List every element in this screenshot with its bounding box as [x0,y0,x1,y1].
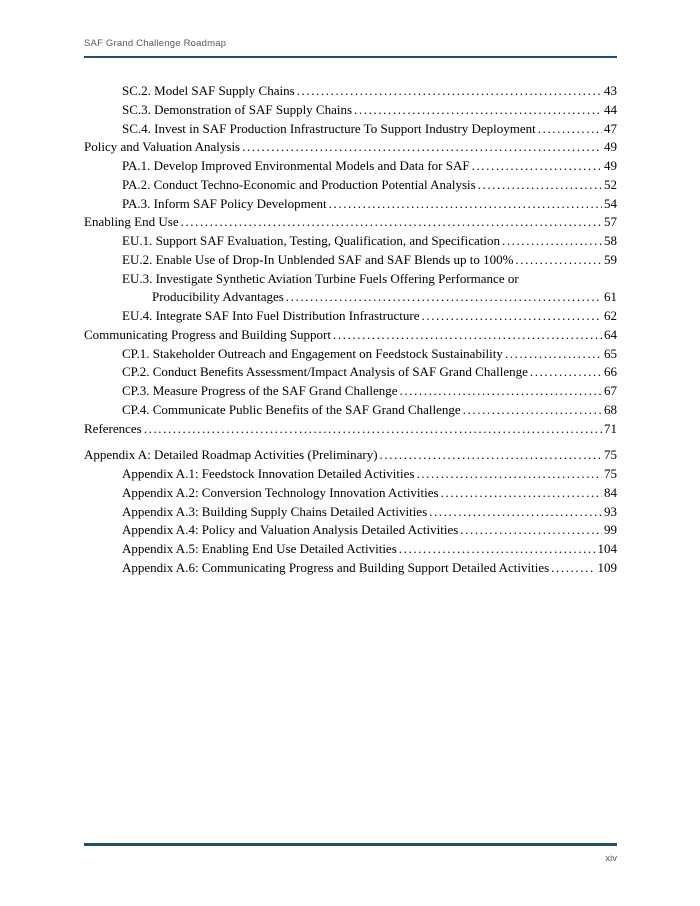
toc-leader-dots [380,446,602,465]
toc-leader-dots [530,363,602,382]
running-header-title: SAF Grand Challenge Roadmap [84,38,227,49]
toc-entry-label: Appendix A.3: Building Supply Chains Detailed Activities [122,503,428,519]
toc-entry [84,232,617,251]
toc-entry-page: 99 [604,522,617,538]
toc-leader-dots [505,345,602,364]
toc-entry [84,101,617,120]
footer-rule [84,843,617,846]
toc-entry-page: 62 [604,308,617,323]
toc-entry-label: Policy and Valuation Analysis [84,139,241,155]
toc-entry-label: Appendix A.4: Policy and Valuation Analysis Detailed Activities [122,522,459,538]
toc-entry-page: 75 [604,447,617,463]
toc-entry-label: SC.2. Model SAF Supply Chains [122,83,295,98]
toc-entry-label: References [84,420,142,436]
toc-leader-dots [416,465,602,484]
toc-entry [84,157,617,176]
page-number: xiv [605,853,617,864]
toc-entry-label: Appendix A.6: Communicating Progress and Building Support Detailed Activities [122,559,550,575]
toc-entry [84,270,617,289]
toc-entry-label: PA.2. Conduct Techno-Economic and Production Potential Analysis [122,176,476,192]
toc-entry-label: Appendix A.5: Enabling End Use Detailed Activities [122,541,397,556]
toc-entry-label: PA.3. Inform SAF Policy Development [122,195,327,211]
toc-entry [84,465,617,484]
toc-leader-dots [333,326,602,345]
toc-entry [84,251,617,270]
toc-leader-dots [329,195,602,214]
page-header [84,38,617,58]
toc-entry-page: 104 [597,541,617,556]
toc-entry-page: 68 [604,401,617,417]
toc-entry-page: 67 [604,383,617,398]
toc-entry-label: Enabling End Use [84,214,179,230]
toc-entry-label: CP.2. Conduct Benefits Assessment/Impact Analysis of SAF Grand Challenge [122,364,528,380]
toc-entry [84,503,617,522]
toc-entry [84,382,617,401]
toc-entry [84,288,617,307]
toc-leader-dots [460,521,602,540]
toc-entry [84,120,617,139]
toc-entry-page: 57 [604,214,617,230]
toc-entry-label: Communicating Progress and Building Support [84,326,331,342]
toc-entry-label: CP.3. Measure Progress of the SAF Grand Challenge [122,383,398,398]
toc-leader-dots [551,559,595,578]
toc-entry-label: CP.1. Stakeholder Outreach and Engagement on Feedstock Sustainability [122,345,503,361]
toc-entry [84,307,617,326]
toc-entry-page: 43 [604,83,617,98]
toc-entry-page: 47 [604,120,617,136]
toc-entry-label: EU.3. Investigate Synthetic Aviation Turbine Fuels Offering Performance or [122,270,519,286]
toc-entry-page: 66 [604,364,617,380]
toc-entry-page: 65 [604,345,617,361]
toc-entry [84,540,617,559]
toc-entry [84,138,617,157]
toc-entry [84,345,617,364]
toc-leader-dots [422,307,603,326]
toc-entry [84,446,617,465]
toc-entry-label: EU.4. Integrate SAF Into Fuel Distribution Infrastructure [122,308,420,323]
toc-entry [84,521,617,540]
toc-leader-dots [441,484,602,503]
toc-leader-dots [429,503,602,522]
toc-leader-dots [286,288,602,307]
toc-entry [84,363,617,382]
toc-entry-page: 61 [604,289,617,305]
toc-entry [84,326,617,345]
toc-entry [84,213,617,232]
toc-entry-label: CP.4. Communicate Public Benefits of the SAF Grand Challenge [122,401,461,417]
toc-entry [84,195,617,214]
toc-entry [84,420,617,439]
toc-entry-label: PA.1. Develop Improved Environmental Models and Data for SAF [122,158,470,173]
toc-leader-dots [399,540,596,559]
toc-leader-dots [242,138,602,157]
toc-entry-page: 49 [604,139,617,155]
toc-leader-dots [472,157,602,176]
toc-entry-page: 58 [604,233,617,248]
toc-entry-label: Appendix A.1: Feedstock Innovation Detailed Activities [122,466,415,481]
toc-entry-page: 75 [604,466,617,481]
toc-entry [84,484,617,503]
toc-leader-dots [478,176,602,195]
toc-entry [84,401,617,420]
toc-leader-dots [538,120,602,139]
page-footer [84,843,617,864]
toc-entry-page: 64 [604,326,617,342]
toc-leader-dots [515,251,602,270]
toc-entry-label: SC.3. Demonstration of SAF Supply Chains [122,101,353,117]
toc-entry-page: 44 [604,101,617,117]
toc-entry-label: Producibility Advantages [152,289,284,305]
toc-entry-page: 71 [604,420,617,436]
toc-entry-label: Appendix A.2: Conversion Technology Innovation Activities [122,484,439,500]
toc-entry-page: 109 [597,559,617,575]
toc-entry-label: SC.4. Invest in SAF Production Infrastructure To Support Industry Deployment [122,120,536,136]
table-of-contents [84,82,617,578]
toc-entry-page: 54 [604,195,617,211]
toc-entry [84,559,617,578]
toc-entry [84,176,617,195]
toc-entry-page: 93 [604,503,617,519]
toc-leader-dots [144,420,602,439]
header-rule [84,56,617,58]
toc-entry-label: Appendix A: Detailed Roadmap Activities (Preliminary) [84,447,378,463]
toc-leader-dots [463,401,602,420]
toc-entry-page: 59 [604,251,617,267]
toc-entry-page: 84 [604,484,617,500]
toc-leader-dots [297,82,602,101]
toc-entry [84,82,617,101]
toc-leader-dots [354,101,602,120]
toc-leader-dots [181,213,602,232]
toc-leader-dots [502,232,602,251]
toc-entry-page: 52 [604,176,617,192]
toc-entry-label: EU.1. Support SAF Evaluation, Testing, Qualification, and Specification [122,233,500,248]
toc-entry-page: 49 [604,158,617,173]
toc-entry-label: EU.2. Enable Use of Drop-In Unblended SAF and SAF Blends up to 100% [122,251,514,267]
toc-leader-dots [400,382,603,401]
